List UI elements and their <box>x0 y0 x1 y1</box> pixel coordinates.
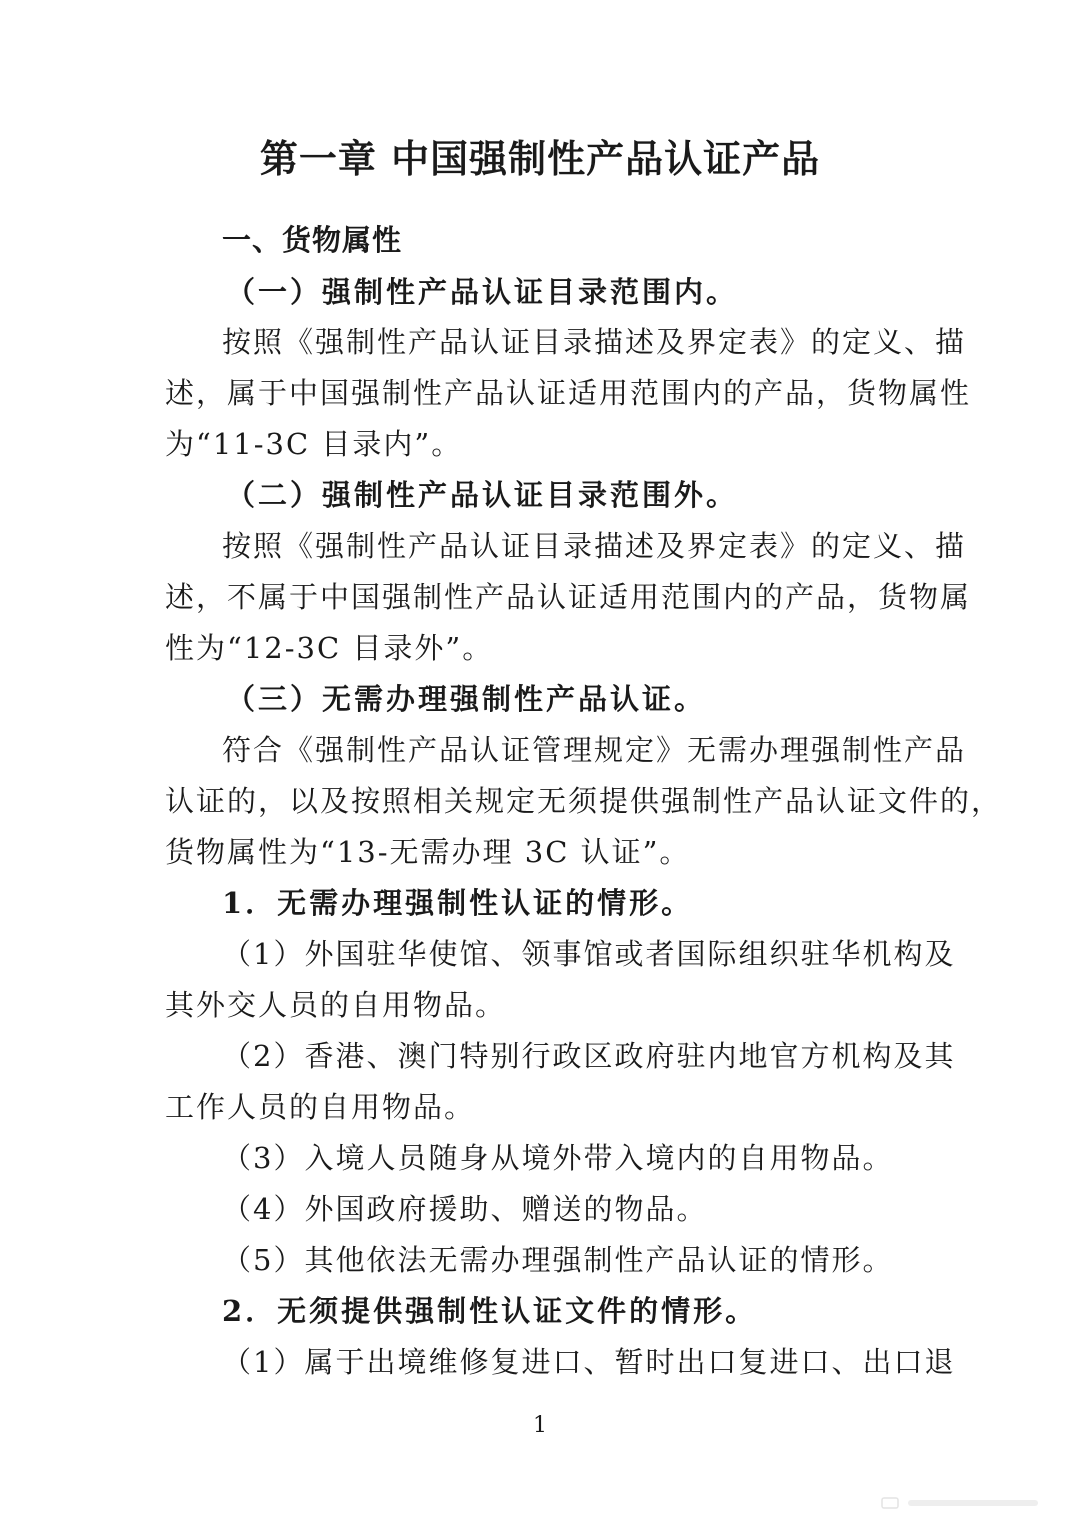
watermark-graphic <box>880 1494 1050 1512</box>
item-heading-2: 2．无须提供强制性认证文件的情形。 <box>222 1294 758 1328</box>
list-item: 其外交人员的自用物品。 <box>165 988 507 1022</box>
paragraph-line: 性为“12-3C 目录外”。 <box>165 631 494 665</box>
list-item: （2）香港、澳门特别行政区政府驻内地官方机构及其 <box>222 1039 956 1073</box>
paragraph-line: 述，属于中国强制性产品认证适用范围内的产品，货物属性 <box>165 376 972 410</box>
paragraph-line: 认证的，以及按照相关规定无须提供强制性产品认证文件的， <box>165 784 1003 818</box>
list-item: 工作人员的自用物品。 <box>165 1090 476 1124</box>
list-item: （3）入境人员随身从境外带入境内的自用物品。 <box>222 1141 894 1175</box>
watermark <box>880 1494 1050 1516</box>
paragraph-line: 按照《强制性产品认证目录描述及界定表》的定义、描 <box>222 529 967 563</box>
paragraph-line: 按照《强制性产品认证目录描述及界定表》的定义、描 <box>222 325 967 359</box>
page-number: 1 <box>533 1413 547 1438</box>
subsection-heading-2: （二）强制性产品认证目录范围外。 <box>226 478 739 512</box>
subsection-heading-1: （一）强制性产品认证目录范围内。 <box>226 275 739 309</box>
subsection-heading-3: （三）无需办理强制性产品认证。 <box>226 682 707 716</box>
paragraph-line: 符合《强制性产品认证管理规定》无需办理强制性产品 <box>222 733 967 767</box>
paragraph-line: 货物属性为“13-无需办理 3C 认证”。 <box>165 835 691 869</box>
item-heading-1: 1．无需办理强制性认证的情形。 <box>222 886 694 920</box>
section-heading: 一、货物属性 <box>222 223 403 257</box>
list-item: （4）外国政府援助、赠送的物品。 <box>222 1192 708 1226</box>
paragraph-line: 为“11-3C 目录内”。 <box>165 427 463 461</box>
list-item: （5）其他依法无需办理强制性产品认证的情形。 <box>222 1243 894 1277</box>
chapter-title: 第一章 中国强制性产品认证产品 <box>259 136 821 181</box>
paragraph-line: 述，不属于中国强制性产品认证适用范围内的产品，货物属 <box>165 580 972 614</box>
list-item: （1）外国驻华使馆、领事馆或者国际组织驻华机构及 <box>222 937 956 971</box>
list-item: （1）属于出境维修复进口、暂时出口复进口、出口退 <box>222 1345 956 1379</box>
